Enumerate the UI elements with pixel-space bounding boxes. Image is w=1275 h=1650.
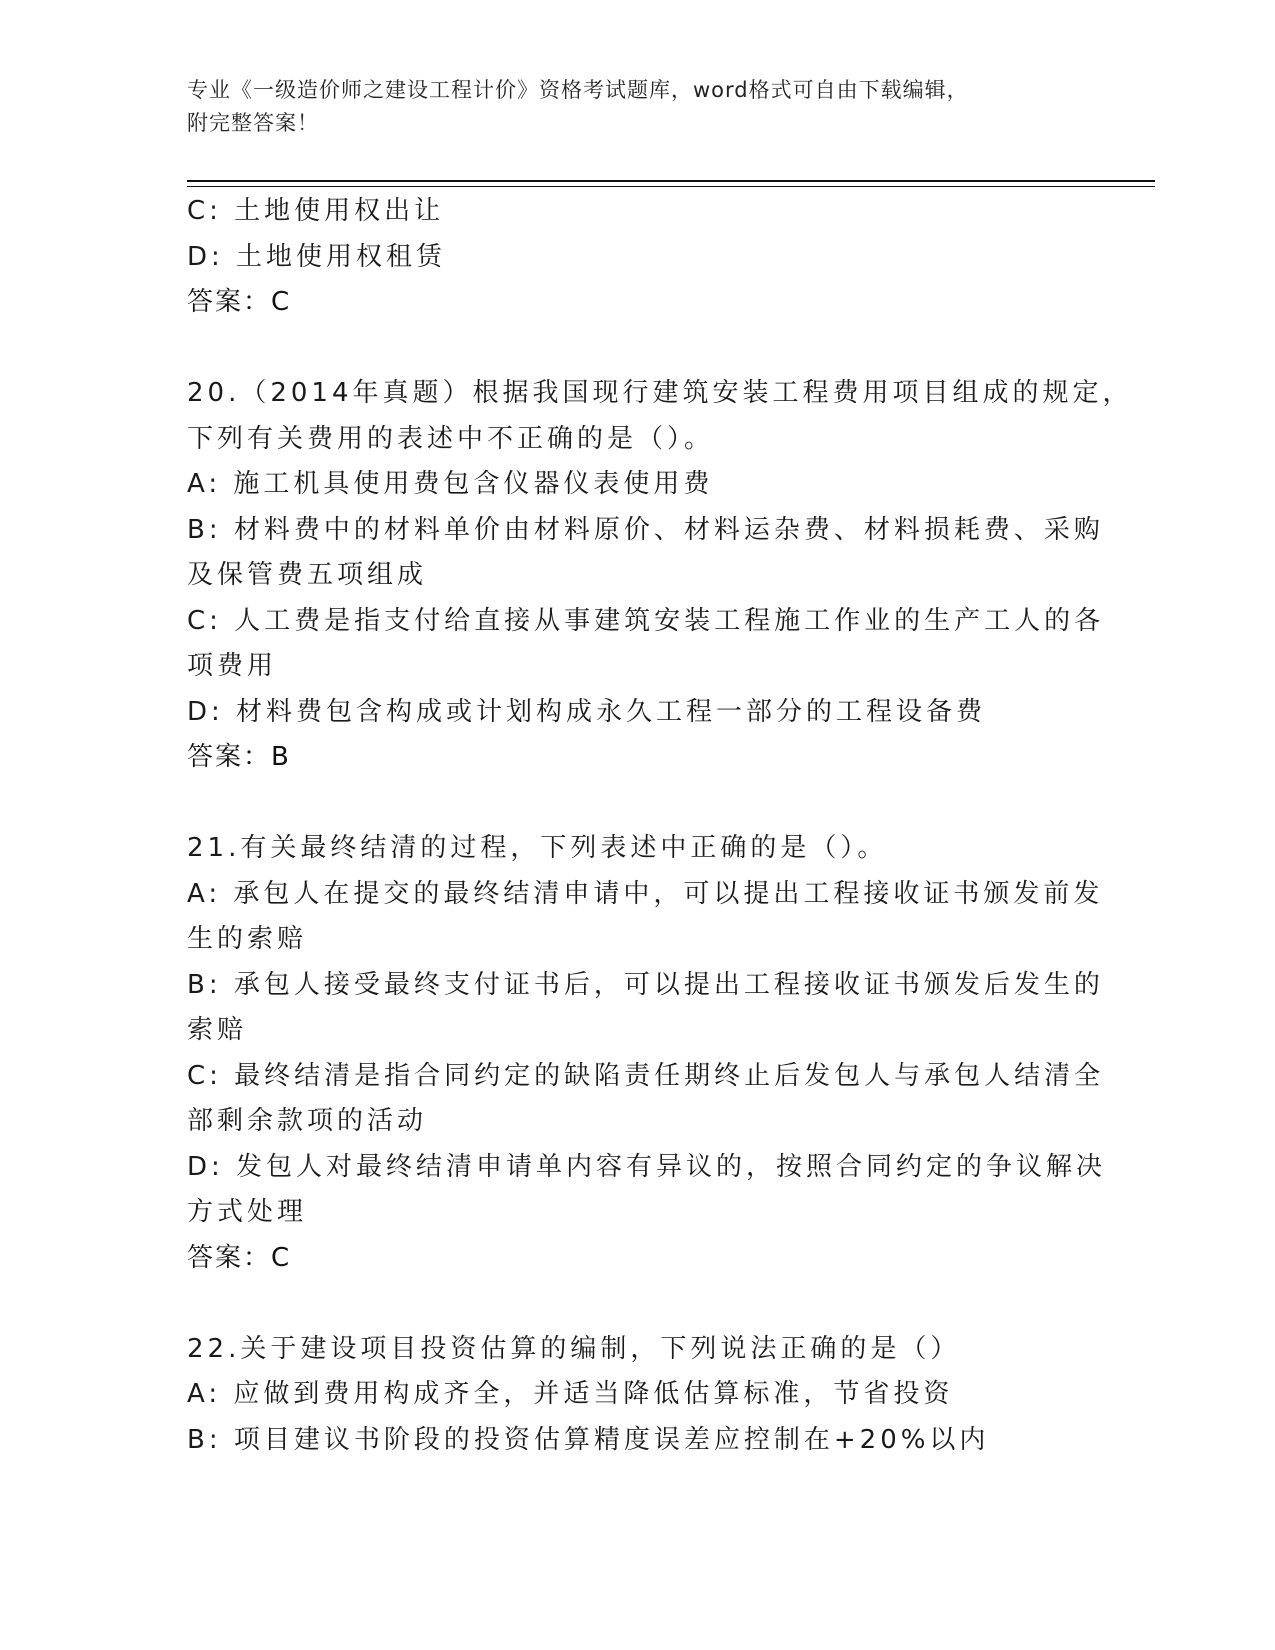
header-line-2: 附完整答案！ bbox=[187, 111, 319, 135]
question-19-answer: 答案：C bbox=[187, 287, 292, 317]
question-20-option-c-line-2: 项费用 bbox=[187, 651, 278, 681]
question-content bbox=[187, 189, 1133, 1463]
question-21-option-a-line-2: 生的索赔 bbox=[187, 924, 308, 954]
question-21 bbox=[187, 826, 1107, 1281]
question-20-option-b-line-2: 及保管费五项组成 bbox=[187, 560, 428, 590]
question-20 bbox=[187, 371, 1133, 781]
question-20-stem-line-2: 下列有关费用的表述中不正确的是（）。 bbox=[187, 423, 715, 454]
question-21-option-b-line-1: B: 承包人接受最终支付证书后，可以提出工程接收证书颁发后发生的 bbox=[187, 969, 1104, 1000]
question-22-option-a: A: 应做到费用构成齐全，并适当降低估算标准，节省投资 bbox=[187, 1379, 954, 1409]
question-21-option-a-line-1: A: 承包人在提交的最终结清申请中，可以提出工程接收证书颁发前发 bbox=[187, 878, 1104, 909]
question-21-option-b-line-2: 索赔 bbox=[187, 1015, 248, 1045]
question-21-answer: 答案：C bbox=[187, 1242, 292, 1273]
document-header bbox=[187, 74, 1087, 140]
spacer bbox=[187, 1281, 1087, 1327]
question-19-option-d: D: 土地使用权租赁 bbox=[187, 241, 447, 272]
header-divider-thin bbox=[187, 186, 1155, 187]
header-line-1: 专业《一级造价师之建设工程计价》资格考试题库，word格式可自由下载编辑， bbox=[187, 78, 969, 102]
question-19-option-c: C: 土地使用权出让 bbox=[187, 196, 445, 226]
question-22 bbox=[187, 1327, 1087, 1464]
question-20-option-c-line-1: C: 人工费是指支付给直接从事建筑安装工程施工作业的生产工人的各 bbox=[187, 605, 1105, 636]
question-21-option-c-line-1: C: 最终结清是指合同约定的缺陷责任期终止后发包人与承包人结清全 bbox=[187, 1060, 1105, 1091]
question-21-option-d-line-1: D: 发包人对最终结清申请单内容有异议的，按照合同约定的争议解决 bbox=[187, 1151, 1107, 1182]
question-20-option-a: A: 施工机具使用费包含仪器仪表使用费 bbox=[187, 469, 714, 499]
question-20-answer: 答案：B bbox=[187, 742, 291, 772]
question-20-option-b-line-1: B: 材料费中的材料单价由材料原价、材料运杂费、材料损耗费、采购 bbox=[187, 514, 1104, 545]
question-21-stem: 21.有关最终结清的过程，下列表述中正确的是（）。 bbox=[187, 833, 888, 863]
spacer bbox=[187, 326, 1087, 372]
header-divider-thick bbox=[187, 180, 1155, 182]
spacer bbox=[187, 781, 1087, 827]
question-21-option-d-line-2: 方式处理 bbox=[187, 1197, 308, 1227]
question-20-option-d: D: 材料费包含构成或计划构成永久工程一部分的工程设备费 bbox=[187, 696, 987, 727]
question-22-stem: 22.关于建设项目投资估算的编制，下列说法正确的是（） bbox=[187, 1333, 961, 1364]
question-20-stem-line-1: 20.（2014年真题）根据我国现行建筑安装工程费用项目组成的规定， bbox=[187, 378, 1133, 408]
question-22-option-b: B: 项目建议书阶段的投资估算精度误差应控制在+20%以内 bbox=[187, 1424, 990, 1455]
question-19-fragment bbox=[187, 189, 1087, 326]
question-21-option-c-line-2: 部剩余款项的活动 bbox=[187, 1106, 428, 1136]
